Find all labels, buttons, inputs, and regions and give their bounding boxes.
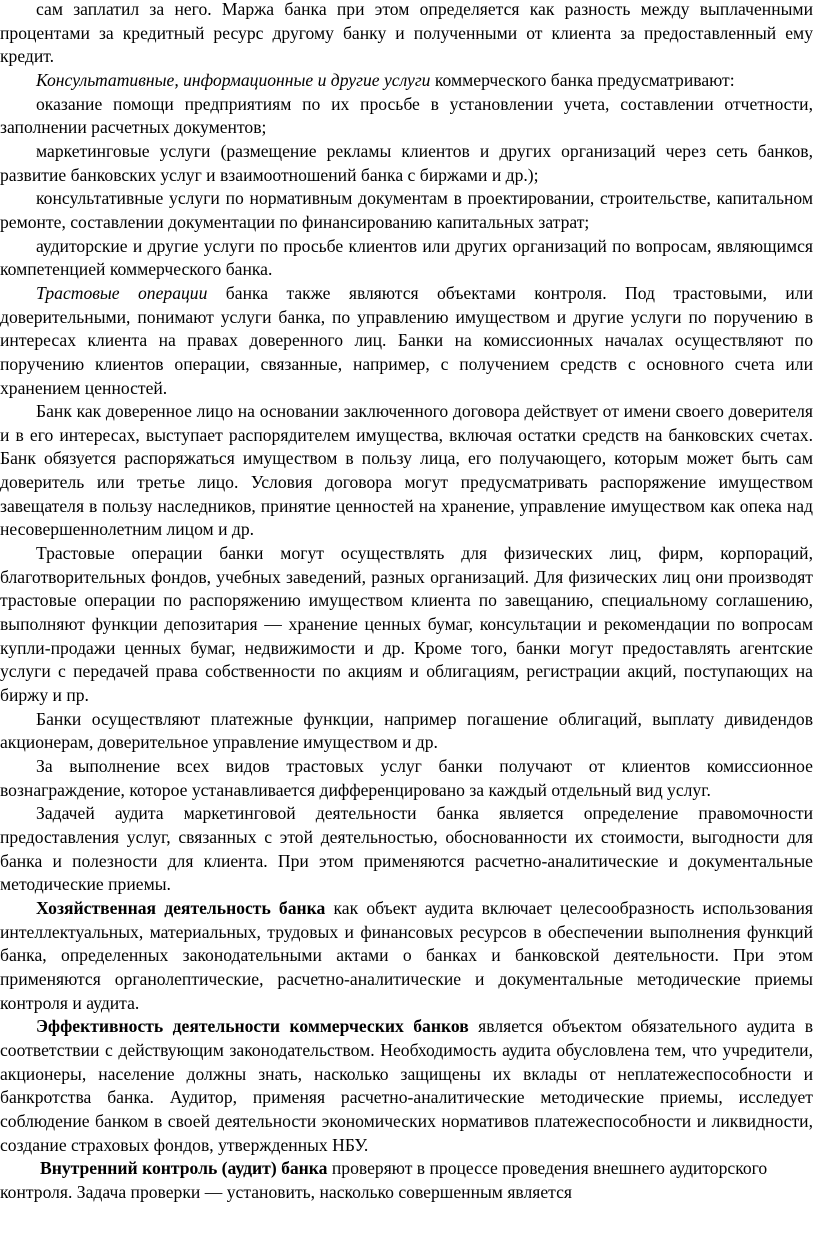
paragraph-text: сам заплатил за него. Маржа банка при этом определяется как разность между выплаченными процентами за кредитный ресурс другому банку и полученными от клиента за предоставленный ему кредит.: [0, 0, 813, 67]
paragraph: [0, 708, 813, 755]
paragraph-text: проверяют в процессе проведения внешнего аудиторского контроля. Задача проверки — установить, насколько совершенным является: [0, 1158, 768, 1202]
list-item: [0, 140, 813, 187]
paragraph: [0, 1157, 813, 1204]
paragraph-text: За выполнение всех видов трастовых услуг банки получают от клиентов комиссионное вознаграждение, которое устанавливается дифференцировано за каждый отдельный вид услуг.: [0, 756, 813, 800]
paragraph: [0, 755, 813, 802]
paragraph: [0, 897, 813, 1015]
paragraph: [0, 282, 813, 400]
paragraph: [0, 0, 813, 69]
bold-term: Внутренний контроль (аудит) банка: [40, 1158, 328, 1179]
paragraph-text: Банки осуществляют платежные функции, например погашение облигаций, выплату дивидендов акционерам, доверительное управление имуществом и др.: [0, 708, 813, 753]
paragraph-text: банка также являются объектами контроля. Под трастовыми, или доверительными, понимают услуги банка, по управлению имуществом и другие услуги по поручению в интересах клиента на правах доверенного лиц. Банки на комиссионных началах осуществляют по поручению клиентов операции, связанные, например, с получением средств с основного счета или хранением ценностей.: [0, 282, 813, 398]
paragraph: [0, 542, 813, 708]
paragraph: [0, 400, 813, 542]
paragraph-text: маркетинговые услуги (размещение рекламы клиентов и других организаций через сеть банков, развитие банковских услуг и взаимоотношений банка с биржами и др.);: [0, 140, 813, 185]
paragraph: [0, 1015, 813, 1157]
paragraph-text: как объект аудита включает целесообразность использования интеллектуальных, материальных, трудовых и финансовых ресурсов в обеспечении выполнения функций банка, определенных законодательными актами о банках и банковской деятельности. При этом применяются органолептические, расчетно-аналитические и документальные методические приемы контроля и аудита.: [0, 897, 813, 1013]
paragraph: [0, 802, 813, 897]
paragraph: [0, 69, 813, 93]
bold-term: Эффективность деятельности коммерческих банков: [36, 1016, 469, 1037]
paragraph-text: оказание помощи предприятиям по их просьбе в установлении учета, составлении отчетности, заполнении расчетных документов;: [0, 93, 813, 138]
paragraph-text: Банк как доверенное лицо на основании заключенного договора действует от имени своего доверителя и в его интересах, выступает распорядителем имущества, включая остатки средств на банковских счетах. Банк обязуется распоряжаться имуществом в пользу лица, его получающего, которым может быть сам доверитель или третье лицо. Условия договора могут предусматривать распоряжение имуществом завещателя в пользу наследников, принятие ценностей на хранение, управление имуществом как опека над несовершеннолетним лицом и др.: [0, 401, 813, 540]
italic-term: Консультативные, информационные и другие услуги: [36, 69, 431, 90]
bold-term: Хозяйственная деятельность банка: [36, 897, 326, 918]
paragraph-text: консультативные услуги по нормативным документам в проектировании, строительстве, капитальном ремонте, составлении документации по финансированию капитальных затрат;: [0, 188, 813, 232]
list-item: [0, 187, 813, 234]
list-item: [0, 93, 813, 140]
paragraph-text: аудиторские и другие услуги по просьбе клиентов или других организаций по вопросам, являющимся компетенцией коммерческого банка.: [0, 235, 813, 280]
paragraph-text: коммерческого банка предусматривают:: [430, 69, 735, 90]
list-item: [0, 235, 813, 282]
italic-term: Трастовые операции: [36, 282, 208, 303]
paragraph-text: является объектом обязательного аудита в соответствии с действующим законодательством. Необходимость аудита обусловлена тем, что учредители, акционеры, население должны знать, насколько защищены их вклады от неплатежеспособности и банкротства банка. Аудитор, применяя расчетно-аналитические методические приемы, исследует соблюдение банком в своей деятельности экономических нормативов платежеспособности и ликвидности, создание страховых фондов, утвержденных НБУ.: [0, 1016, 814, 1155]
paragraph-text: Задачей аудита маркетинговой деятельности банка является определение правомочности предоставления услуг, связанных с этой деятельностью, обоснованности их стоимости, выгодности для банка и полезности для клиента. При этом применяются расчетно-аналитические и документальные методические приемы.: [0, 803, 813, 895]
paragraph-text: Трастовые операции банки могут осуществлять для физических лиц, фирм, корпораций, благотворительных фондов, учебных заведений, разных организаций. Для физических лиц они производят трастовые операции по распоряжению имуществом клиента по завещанию, специальному соглашению, выполняют функции депозитария — хранение ценных бумаг, консультации и рекомендации по вопросам купли-продажи ценных бумаг, недвижимости и др. Кроме того, банки могут предоставлять агентские услуги с передачей права собственности по акциям и облигациям, регистрации акций, поступающих на биржу и пр.: [0, 543, 813, 706]
